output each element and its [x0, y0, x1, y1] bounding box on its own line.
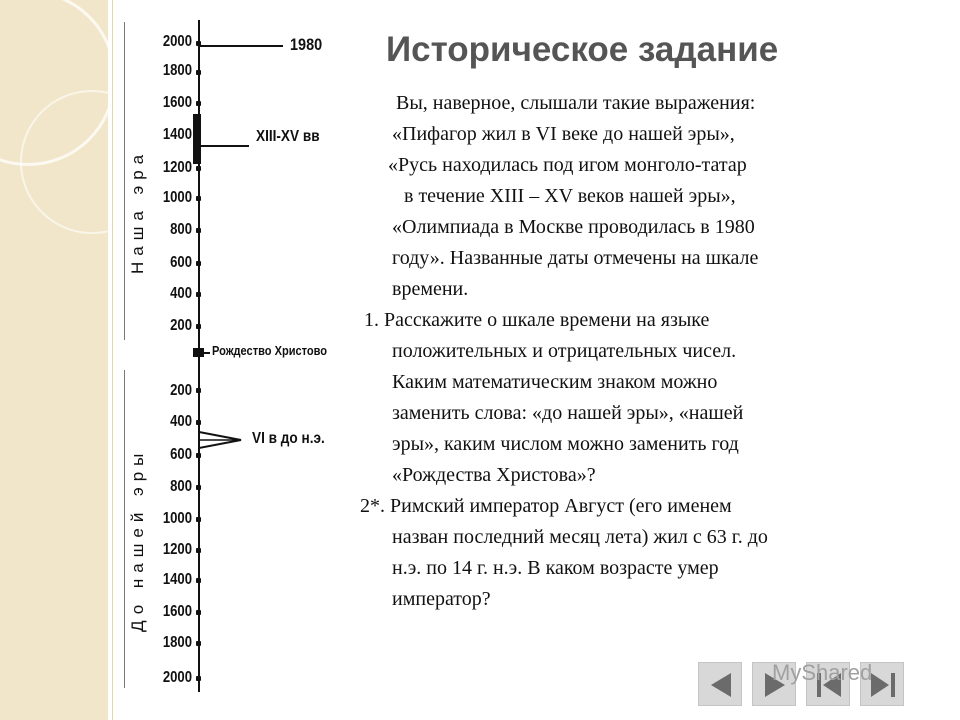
text-line: времени.: [392, 278, 469, 300]
tick-mark: [196, 324, 201, 329]
tick-label: 200: [170, 317, 192, 334]
tick-label: 1000: [162, 510, 192, 527]
text-line: 2*. Римский император Август (его именем: [360, 495, 732, 517]
tick-mark: [196, 610, 201, 615]
text-line: назван последний месяц лета) жил с 63 г. до: [392, 526, 768, 548]
marker-1980-line: [199, 45, 283, 47]
tick-label: 600: [170, 446, 192, 463]
marker-mongol-line: [201, 145, 249, 147]
text-line: «Пифагор жил в VI веке до нашей эры»,: [392, 123, 735, 145]
tick-mark: [196, 196, 201, 201]
tick-mark: [196, 420, 201, 425]
text-line: н.э. по 14 г. н.э. В каком возрасте умер: [392, 557, 719, 579]
task-text: [360, 88, 920, 615]
tick-label: 1600: [162, 603, 192, 620]
timeline-era-bracket-bc: [124, 370, 125, 688]
era-ad-label: Наша эра: [128, 148, 147, 274]
text-line: Вы, наверное, слышали такие выражения:: [396, 92, 756, 114]
annotation-mongol-yoke: XIII-XV вв: [256, 128, 320, 145]
tick-mark: [196, 578, 201, 583]
text-line: эры», каким числом можно заменить год: [392, 433, 739, 455]
tick-mark: [196, 388, 201, 393]
text-line: 1. Расскажите о шкале времени на языке: [364, 309, 710, 331]
marker-mongol-bar: [193, 114, 201, 164]
tick-mark: [196, 641, 201, 646]
era-bc-label: До нашей эры: [128, 447, 147, 632]
tick-mark: [196, 261, 201, 266]
tick-mark: [196, 70, 201, 75]
tick-mark: [196, 453, 201, 458]
tick-label: 1400: [162, 571, 192, 588]
tick-mark: [196, 166, 201, 171]
tick-label: 1200: [162, 541, 192, 558]
band-separator: [112, 0, 113, 720]
marker-nativity-square: [193, 348, 204, 357]
tick-label: 1800: [162, 634, 192, 651]
tick-mark: [196, 548, 201, 553]
tick-label: 1600: [162, 94, 192, 111]
triangle-left-icon: [699, 663, 743, 707]
annotation-1980: 1980: [290, 35, 323, 54]
text-line: император?: [392, 588, 491, 610]
tick-label: 1800: [162, 62, 192, 79]
text-line: «Олимпиада в Москве проводилась в 1980: [392, 216, 755, 238]
tick-label: 2000: [162, 33, 192, 50]
text-line: в течение XIII – XV веков нашей эры»,: [404, 185, 736, 207]
marker-nativity-line: [204, 352, 210, 354]
text-line: Каким математическим знаком можно: [392, 371, 718, 393]
text-line: «Рождества Христова»?: [392, 464, 596, 486]
tick-label: 800: [170, 478, 192, 495]
tick-label: 1200: [162, 159, 192, 176]
tick-label: 2000: [162, 669, 192, 686]
timeline-era-bracket-ad: [124, 22, 125, 340]
tick-mark: [196, 292, 201, 297]
prev-slide-button[interactable]: [698, 662, 742, 706]
tick-label: 800: [170, 221, 192, 238]
annotation-pythagoras: VI в до н.э.: [252, 430, 325, 447]
text-line: положительных и отрицательных чисел.: [392, 340, 737, 362]
text-line: заменить слова: «до нашей эры», «нашей: [392, 402, 744, 424]
tick-mark: [196, 517, 201, 522]
tick-label: 600: [170, 254, 192, 271]
tick-label: 1400: [162, 126, 192, 143]
tick-label: 200: [170, 382, 192, 399]
tick-mark: [196, 676, 201, 681]
watermark-logo: MyShared: [772, 660, 873, 685]
tick-label: 1000: [162, 189, 192, 206]
text-line: году». Названные даты отмечены на шкале: [392, 247, 759, 269]
annotation-nativity: Рождество Христово: [212, 343, 328, 358]
tick-mark: [196, 485, 201, 490]
tick-mark: [196, 101, 201, 106]
text-line: «Русь находилась под игом монголо-татар: [388, 154, 747, 176]
tick-label: 400: [170, 413, 192, 430]
tick-label: 400: [170, 285, 192, 302]
tick-mark: [196, 228, 201, 233]
marker-pythagoras-wedge: [199, 428, 259, 452]
slide-title: Историческое задание: [386, 30, 779, 69]
